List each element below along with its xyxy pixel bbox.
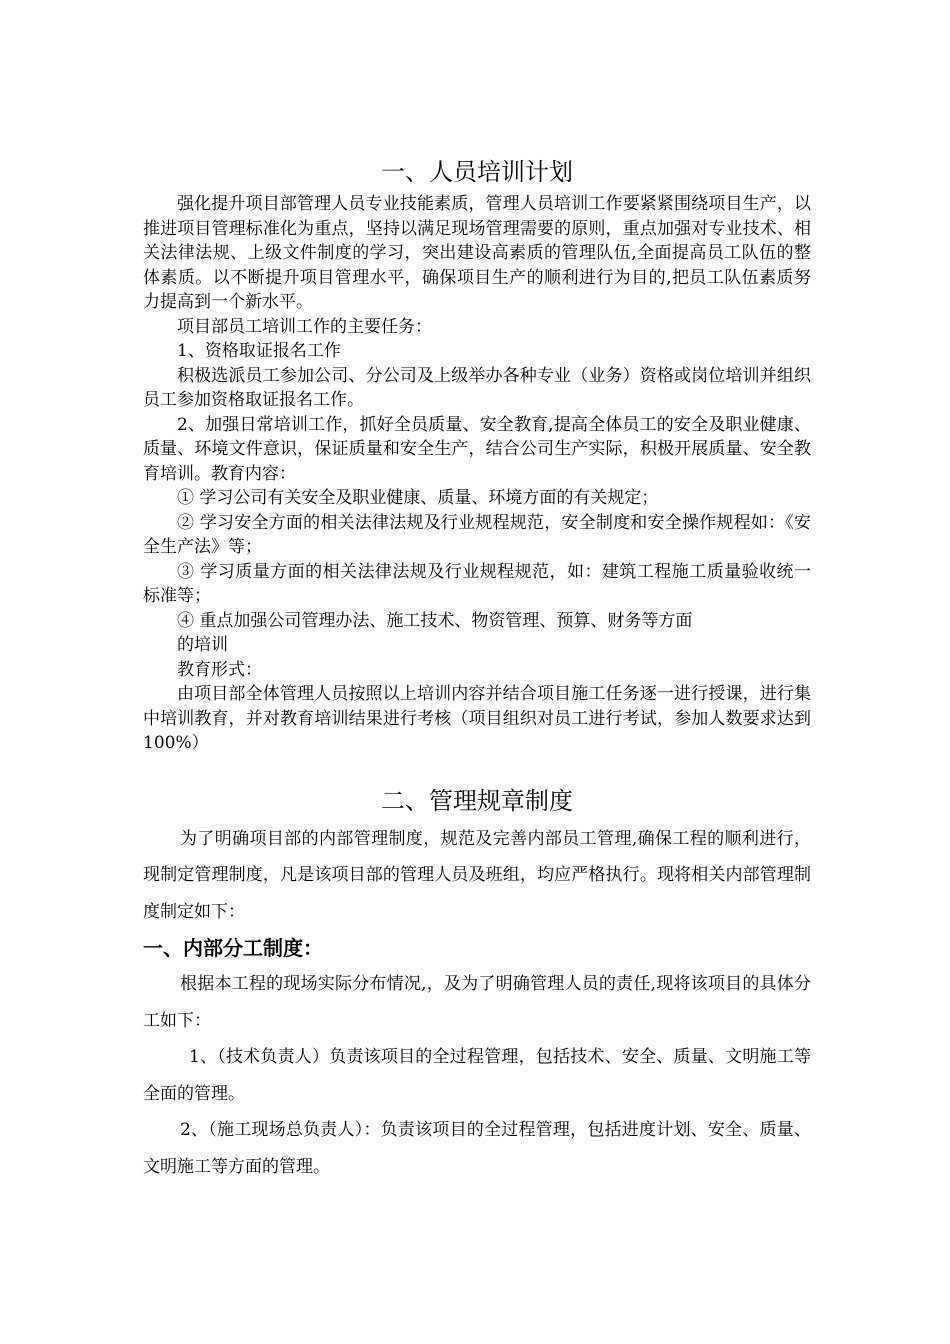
content-item-3: ③ 学习质量方面的相关法律法规及行业规程规范，如：建筑工程施工质量验收统一标准等； [143,561,811,606]
content-item-2: ② 学习安全方面的相关法律法规及行业规程规范，安全制度和安全操作规程如：《安全生产法》等； [143,512,811,557]
task2-body: 2、加强日常培训工作，抓好全员质量、安全教育,提高全体员工的安全及职业健康、质量、环境文件意识，保证质量和安全生产，结合公司生产实际，积极开展质量、安全教育培训。教育内容： [143,414,811,484]
document-body [143,152,811,1185]
education-form-body: 由项目部全体管理人员按照以上培训内容并结合项目施工任务逐一进行授课，进行集中培训教育，并对教育培训结果进行考核（项目组织对员工进行考试，参加人数要求达到100%） [143,684,811,753]
content-item-4-line2: 的培训 [177,635,228,655]
content-item-1: ① 学习公司有关安全及职业健康、质量、环境方面的有关规定； [177,488,659,508]
content-item-4-line1: ④ 重点加强公司管理办法、施工技术、物资管理、预算、财务等方面 [177,610,693,631]
section-spacer [143,756,811,781]
duty-2: 2、（施工现场总负责人）：负责该项目的全过程管理，包括进度计划、安全、质量、文明施工等方面的管理。 [143,1120,811,1177]
section1-title: 一、人员培训计划 [381,158,573,186]
main-tasks-label: 项目部员工培训工作的主要任务： [177,316,432,337]
section2-title: 二、管理规章制度 [381,786,573,815]
sub1-title: 一、内部分工制度： [143,936,323,960]
section2-intro: 为了明确项目部的内部管理制度，规范及完善内部员工管理,确保工程的顺利进行，现制定管理制度，凡是该项目部的管理人员及班组，均应严格执行。现将相关内部管理制度制定如下： [143,828,811,922]
task1-title: 1、资格取证报名工作 [177,341,341,361]
duty-1: 1、（技术负责人）负责该项目的全过程管理，包括技术、安全、质量、文明施工等全面的管理。 [143,1047,811,1104]
section1-intro: 强化提升项目部管理人员专业技能素质，管理人员培训工作要紧紧围绕项目生产，以推进项目管理标准化为重点，坚持以满足现场管理需要的原则，重点加强对专业技术、相关法律法规、上级文件制度的学习，突出建设高素质的管理队伍,全面提高员工队伍的整体素质。以不断提升项目管理水平，确保项目生产的顺利进行为目的,把员工队伍素质努力提高到一个新水平。 [143,194,811,312]
task1-body: 积极选派员工参加公司、分公司及上级举办各种专业（业务）资格或岗位培训并组织员工参加资格取证报名工作。 [143,365,811,410]
education-form-label: 教育形式： [177,659,262,680]
sub1-intro: 根据本工程的现场实际分布情况,，及为了明确管理人员的责任,现将该项目的具体分工如下： [143,974,811,1031]
